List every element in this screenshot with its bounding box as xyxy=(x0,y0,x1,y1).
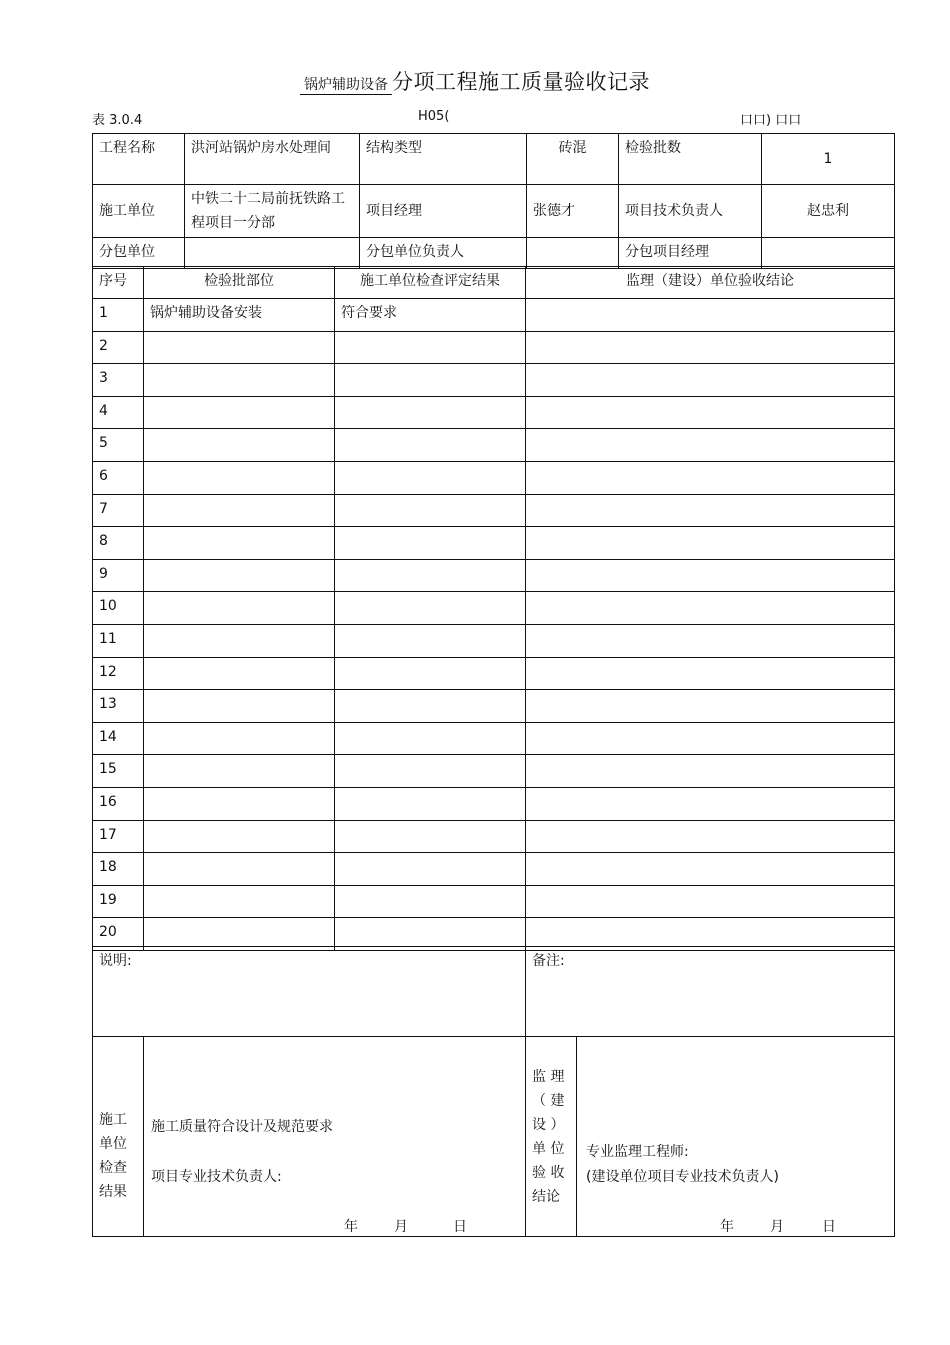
sub-pm-label: 分包项目经理 xyxy=(619,238,762,269)
row-number: 15 xyxy=(93,755,144,788)
row-result: 符合要求 xyxy=(335,299,526,332)
row-conclusion xyxy=(526,592,895,625)
row-location xyxy=(144,885,335,918)
supervision-label-line: 结论 xyxy=(532,1189,560,1205)
subcontractor-lead-label: 分包单位负责人 xyxy=(360,238,527,269)
row-number: 20 xyxy=(93,918,144,951)
table-row xyxy=(93,299,895,332)
subcontractor-label: 分包单位 xyxy=(93,238,185,269)
month-label: 月 xyxy=(394,1219,408,1235)
row-number: 1 xyxy=(93,299,144,332)
explanation-label: 说明: xyxy=(99,953,132,969)
row-conclusion xyxy=(526,853,895,886)
row-number: 6 xyxy=(93,461,144,494)
tech-lead-label: 项目技术负责人 xyxy=(619,185,762,238)
row-number: 16 xyxy=(93,787,144,820)
row-number: 3 xyxy=(93,364,144,397)
row-result xyxy=(335,559,526,592)
header-no: 序号 xyxy=(93,267,144,299)
row-location xyxy=(144,559,335,592)
form-code: H05( xyxy=(418,109,450,124)
table-row xyxy=(93,657,895,690)
title-main: 分项工程施工质量验收记录 xyxy=(392,70,650,94)
row-conclusion xyxy=(526,885,895,918)
construction-result-cell xyxy=(144,1037,526,1237)
notes-table xyxy=(92,946,895,1037)
row-location xyxy=(144,755,335,788)
row-location xyxy=(144,429,335,462)
row-conclusion xyxy=(526,690,895,723)
header-location: 检验批部位 xyxy=(144,267,335,299)
row-number: 5 xyxy=(93,429,144,462)
construction-signer: 项目专业技术负责人: xyxy=(151,1169,282,1185)
project-name-label: 工程名称 xyxy=(93,134,185,185)
construction-label-line: 施工 xyxy=(99,1111,127,1128)
construction-label-line: 检查 xyxy=(99,1159,127,1176)
table-row xyxy=(93,755,895,788)
row-result xyxy=(335,787,526,820)
table-row xyxy=(93,494,895,527)
table-row xyxy=(93,364,895,397)
row-location xyxy=(144,820,335,853)
supervision-owner: (建设单位项目专业技术负责人) xyxy=(586,1169,779,1185)
project-name-value: 洪河站锅炉房水处理间 xyxy=(185,134,360,185)
row-result xyxy=(335,885,526,918)
explanation-cell xyxy=(93,947,526,1037)
row-number: 12 xyxy=(93,657,144,690)
row-conclusion xyxy=(526,494,895,527)
row-result xyxy=(335,820,526,853)
row-conclusion xyxy=(526,624,895,657)
structure-label: 结构类型 xyxy=(360,134,527,185)
row-result xyxy=(335,853,526,886)
supervision-conclusion-cell xyxy=(577,1037,895,1237)
row-number: 13 xyxy=(93,690,144,723)
table-row xyxy=(93,820,895,853)
supervision-label-line: （ 建 xyxy=(532,1093,565,1109)
header-conclusion: 监理（建设）单位验收结论 xyxy=(526,267,895,299)
table-row xyxy=(93,885,895,918)
row-number: 17 xyxy=(93,820,144,853)
year-label: 年 xyxy=(344,1219,358,1235)
row-conclusion xyxy=(526,331,895,364)
row-result xyxy=(335,755,526,788)
supervision-engineer: 专业监理工程师: xyxy=(586,1144,689,1160)
table-row xyxy=(93,722,895,755)
row-conclusion xyxy=(526,429,895,462)
title-prefix: 锅炉辅助设备 xyxy=(300,77,392,95)
row-location xyxy=(144,690,335,723)
row-number: 7 xyxy=(93,494,144,527)
row-result xyxy=(335,690,526,723)
supervision-label-line: 监 理 xyxy=(532,1069,565,1085)
supervision-date xyxy=(720,1215,850,1239)
day-label: 日 xyxy=(822,1219,836,1235)
row-number: 8 xyxy=(93,527,144,560)
row-location xyxy=(144,396,335,429)
row-result xyxy=(335,396,526,429)
row-result xyxy=(335,592,526,625)
row-location xyxy=(144,624,335,657)
construction-label xyxy=(93,1037,144,1237)
row-result xyxy=(335,527,526,560)
row-conclusion xyxy=(526,657,895,690)
row-conclusion xyxy=(526,527,895,560)
row-conclusion xyxy=(526,755,895,788)
row-result xyxy=(335,429,526,462)
construction-label-line: 单位 xyxy=(99,1135,127,1152)
project-info-table xyxy=(92,133,895,269)
supervision-label xyxy=(526,1037,577,1237)
row-conclusion xyxy=(526,299,895,332)
batch-count-label: 检验批数 xyxy=(619,134,762,185)
month-label: 月 xyxy=(770,1219,784,1235)
batch-count-value: 1 xyxy=(762,134,895,185)
table-row xyxy=(93,853,895,886)
remarks-cell xyxy=(526,947,895,1037)
table-row xyxy=(93,527,895,560)
row-number: 11 xyxy=(93,624,144,657)
construction-statement: 施工质量符合设计及规范要求 xyxy=(151,1119,333,1135)
table-row xyxy=(93,787,895,820)
row-conclusion xyxy=(526,364,895,397)
row-number: 2 xyxy=(93,331,144,364)
row-result xyxy=(335,624,526,657)
construction-label-line: 结果 xyxy=(99,1183,127,1200)
table-row xyxy=(93,624,895,657)
supervision-label-line: 验 收 xyxy=(532,1165,565,1181)
batch-table-body xyxy=(93,267,895,951)
construction-unit-label: 施工单位 xyxy=(93,185,185,238)
batch-header-row xyxy=(93,267,895,299)
row-number: 10 xyxy=(93,592,144,625)
remarks-label: 备注: xyxy=(532,953,565,969)
inspection-batch-table xyxy=(92,266,895,951)
table-row xyxy=(93,592,895,625)
row-location xyxy=(144,331,335,364)
sub-pm-value xyxy=(762,238,895,269)
row-result xyxy=(335,722,526,755)
row-result xyxy=(335,461,526,494)
project-manager-label: 项目经理 xyxy=(360,185,527,238)
form-title xyxy=(0,66,950,96)
table-row xyxy=(93,429,895,462)
row-location xyxy=(144,364,335,397)
row-location xyxy=(144,722,335,755)
row-conclusion xyxy=(526,820,895,853)
subcontractor-lead-value xyxy=(527,238,619,269)
row-location xyxy=(144,592,335,625)
construction-unit-value: 中铁二十二局前抚铁路工程项目一分部 xyxy=(185,185,360,238)
row-number: 18 xyxy=(93,853,144,886)
table-number: 表 3.0.4 xyxy=(92,113,143,128)
row-conclusion xyxy=(526,559,895,592)
table-row xyxy=(93,396,895,429)
table-row xyxy=(93,331,895,364)
row-conclusion xyxy=(526,396,895,429)
row-result xyxy=(335,657,526,690)
row-conclusion xyxy=(526,787,895,820)
tech-lead-value: 赵忠利 xyxy=(762,185,895,238)
supervision-label-line: 单 位 xyxy=(532,1141,565,1157)
row-location xyxy=(144,657,335,690)
row-location: 锅炉辅助设备安装 xyxy=(144,299,335,332)
table-row xyxy=(93,690,895,723)
row-number: 19 xyxy=(93,885,144,918)
row-number: 14 xyxy=(93,722,144,755)
day-label: 日 xyxy=(453,1219,467,1235)
row-result xyxy=(335,494,526,527)
row-conclusion xyxy=(526,722,895,755)
form-code-tail: 口口) 口口 xyxy=(740,113,802,128)
table-row xyxy=(93,559,895,592)
row-location xyxy=(144,527,335,560)
header-result: 施工单位检查评定结果 xyxy=(335,267,526,299)
row-location xyxy=(144,787,335,820)
table-row xyxy=(93,461,895,494)
subcontractor-value xyxy=(185,238,360,269)
row-result xyxy=(335,331,526,364)
row-location xyxy=(144,461,335,494)
row-number: 9 xyxy=(93,559,144,592)
project-manager-value: 张德才 xyxy=(527,185,619,238)
construction-date xyxy=(344,1215,479,1239)
row-conclusion xyxy=(526,461,895,494)
signoff-table xyxy=(92,1036,895,1237)
supervision-label-line: 设 ） xyxy=(532,1117,565,1133)
row-number: 4 xyxy=(93,396,144,429)
structure-value: 砖混 xyxy=(527,134,619,185)
year-label: 年 xyxy=(720,1219,734,1235)
row-result xyxy=(335,364,526,397)
row-location xyxy=(144,853,335,886)
row-location xyxy=(144,494,335,527)
